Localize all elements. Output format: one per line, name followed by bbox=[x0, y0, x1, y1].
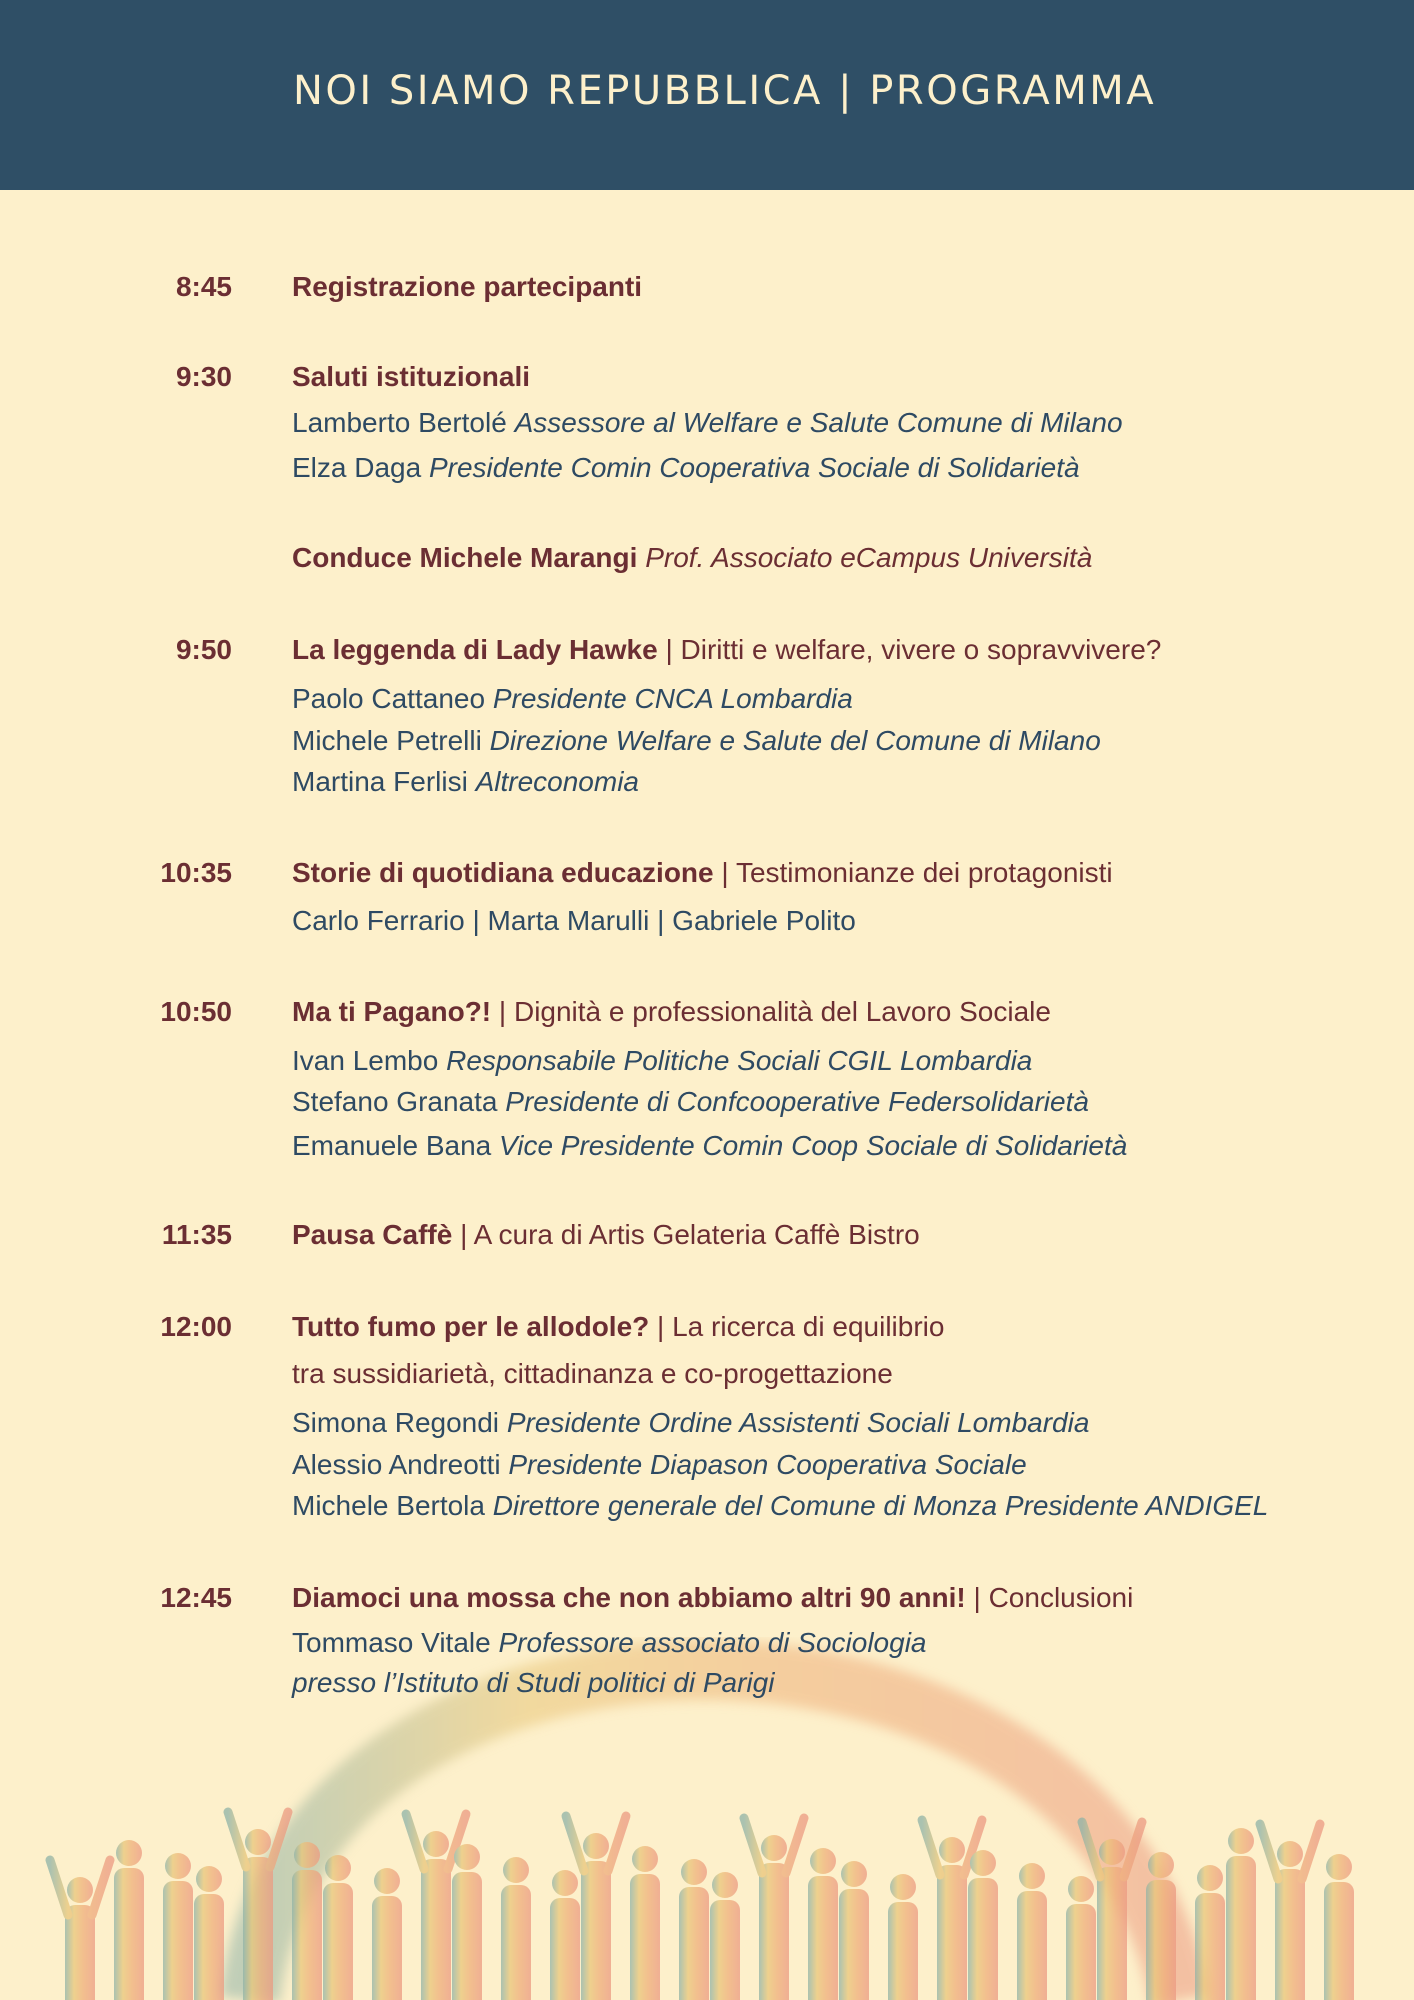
person-silhouette bbox=[372, 1868, 402, 2000]
speaker-name: Simona Regondi bbox=[292, 1407, 500, 1438]
speaker-name: Tommaso Vitale bbox=[292, 1627, 491, 1658]
separator: | bbox=[665, 634, 673, 665]
host bbox=[292, 540, 1092, 576]
title: Pausa Caffè bbox=[292, 1219, 453, 1250]
separator: | bbox=[973, 1582, 981, 1613]
speaker bbox=[292, 405, 1123, 441]
subtitle: La ricerca di equilibrio bbox=[672, 1311, 945, 1342]
speaker-names: Carlo Ferrario | Marta Marulli | Gabriele Polito bbox=[292, 905, 856, 936]
person-silhouette bbox=[550, 1870, 580, 2000]
session-title bbox=[292, 1580, 1133, 1616]
speaker-name: Michele Petrelli bbox=[292, 725, 482, 756]
time-label: 11:35 bbox=[161, 1219, 232, 1250]
title: Storie di quotidiana educazione bbox=[292, 857, 714, 888]
speaker-role: Presidente CNCA Lombardia bbox=[492, 683, 853, 714]
session-title bbox=[292, 1309, 944, 1345]
speaker bbox=[292, 1625, 926, 1661]
session-title bbox=[292, 632, 1161, 668]
speaker-role: Altreconomia bbox=[475, 766, 639, 797]
speaker-name: Stefano Granata bbox=[292, 1086, 498, 1117]
speaker-name: Ivan Lembo bbox=[292, 1045, 439, 1076]
separator: | bbox=[657, 1311, 665, 1342]
person-silhouette bbox=[808, 1848, 838, 2000]
speaker-role: Direzione Welfare e Salute del Comune di Milano bbox=[489, 725, 1101, 756]
header-banner bbox=[0, 0, 1414, 190]
person-silhouette bbox=[630, 1846, 660, 2000]
speaker bbox=[292, 764, 639, 800]
speaker-role: Presidente Ordine Assistenti Sociali Lombardia bbox=[506, 1407, 1090, 1438]
time-label: 9:30 bbox=[175, 361, 232, 392]
person-silhouette bbox=[194, 1866, 224, 2000]
speaker bbox=[292, 450, 1080, 486]
speaker-role: Responsabile Politiche Sociali CGIL Lombardia bbox=[446, 1045, 1033, 1076]
speaker-role: Professore associato di Sociologia bbox=[498, 1627, 927, 1658]
person-silhouette bbox=[323, 1855, 353, 2000]
person-silhouette bbox=[501, 1857, 531, 2000]
person-silhouette bbox=[710, 1872, 740, 2000]
person-silhouette bbox=[679, 1859, 709, 2000]
person-silhouette bbox=[839, 1861, 869, 2000]
session-title bbox=[292, 359, 530, 395]
person-silhouette bbox=[968, 1850, 998, 2000]
speaker-name: Paolo Cattaneo bbox=[292, 683, 486, 714]
person-silhouette bbox=[50, 1860, 110, 2000]
speaker-name: Lamberto Bertolé bbox=[292, 407, 507, 438]
host-name: Conduce Michele Marangi bbox=[292, 542, 638, 573]
person-silhouette bbox=[163, 1853, 193, 2000]
speaker-role: Presidente Comin Cooperativa Sociale di Solidarietà bbox=[428, 452, 1080, 483]
speaker-role: Vice Presidente Comin Coop Sociale di Solidarietà bbox=[499, 1130, 1128, 1161]
time-label: 10:35 bbox=[160, 857, 232, 888]
title: Ma ti Pagano?! bbox=[292, 996, 492, 1027]
page-title: NOI SIAMO REPUBBLICA | PROGRAMMA bbox=[293, 68, 1157, 114]
separator: | bbox=[721, 857, 729, 888]
session-title bbox=[292, 1217, 920, 1253]
speaker-role: Presidente Diapason Cooperativa Sociale bbox=[508, 1449, 1027, 1480]
speakers-line bbox=[292, 903, 856, 939]
subtitle: Diritti e welfare, vivere o sopravvivere? bbox=[680, 634, 1162, 665]
subtitle: tra sussidiarietà, cittadinanza e co-progettazione bbox=[292, 1358, 893, 1389]
title: La leggenda di Lady Hawke bbox=[292, 634, 658, 665]
separator: | bbox=[498, 996, 507, 1027]
subtitle: Conclusioni bbox=[988, 1582, 1134, 1613]
subtitle-continued bbox=[292, 1356, 893, 1392]
title: Diamoci una mossa che non abbiamo altri 90 anni! bbox=[292, 1582, 966, 1613]
speaker bbox=[292, 1405, 1089, 1441]
title: Tutto fumo per le allodole? bbox=[292, 1311, 650, 1342]
speaker bbox=[292, 1043, 1032, 1079]
person-silhouette bbox=[1066, 1876, 1096, 2000]
speaker bbox=[292, 1488, 1268, 1524]
person-silhouette bbox=[1017, 1863, 1047, 2000]
time-label: 12:45 bbox=[160, 1582, 232, 1613]
speaker-name: Alessio Andreotti bbox=[292, 1449, 501, 1480]
session-title bbox=[292, 994, 1051, 1030]
person-silhouette bbox=[888, 1874, 918, 2000]
speaker-name: Emanuele Bana bbox=[292, 1130, 492, 1161]
crowd-illustration bbox=[0, 1480, 1414, 2000]
session-title bbox=[292, 855, 1113, 891]
subtitle: Testimonianze dei protagonisti bbox=[735, 857, 1113, 888]
person-silhouette bbox=[1226, 1828, 1256, 2000]
speaker-role: Direttore generale del Comune di Monza Presidente ANDIGEL bbox=[492, 1490, 1269, 1521]
speaker-name: Martina Ferlisi bbox=[292, 766, 468, 797]
speaker-role: Presidente di Confcooperative Federsolidarietà bbox=[505, 1086, 1089, 1117]
speaker-role: Assessore al Welfare e Salute Comune di Milano bbox=[514, 407, 1123, 438]
speaker bbox=[292, 681, 853, 717]
speaker-role-continued bbox=[292, 1665, 774, 1701]
time-label: 10:50 bbox=[160, 996, 232, 1027]
speaker-name: Elza Daga bbox=[292, 452, 422, 483]
time-label: 12:00 bbox=[160, 1311, 232, 1342]
subtitle: Dignità e professionalità del Lavoro Sociale bbox=[513, 996, 1051, 1027]
speaker bbox=[292, 1128, 1127, 1164]
speaker-name: Michele Bertola bbox=[292, 1490, 485, 1521]
time-label: 9:50 bbox=[175, 634, 232, 665]
person-silhouette bbox=[452, 1844, 482, 2000]
person-silhouette bbox=[1195, 1865, 1225, 2000]
person-silhouette bbox=[114, 1840, 144, 2000]
title: Registrazione partecipanti bbox=[292, 271, 643, 302]
time-label: 8:45 bbox=[175, 271, 232, 302]
person-silhouette bbox=[1324, 1854, 1354, 2000]
person-silhouette bbox=[1260, 1824, 1320, 2000]
host-role: Prof. Associato eCampus Università bbox=[645, 542, 1093, 573]
speaker-role: presso l’Istituto di Studi politici di Parigi bbox=[292, 1667, 775, 1698]
speaker bbox=[292, 1084, 1089, 1120]
speaker bbox=[292, 1447, 1027, 1483]
subtitle: A cura di Artis Gelateria Caffè Bistro bbox=[473, 1219, 920, 1250]
title: Saluti istituzionali bbox=[292, 361, 531, 392]
speaker bbox=[292, 723, 1101, 759]
separator: | bbox=[460, 1219, 468, 1250]
session-title bbox=[292, 269, 642, 305]
person-silhouette bbox=[744, 1818, 804, 2000]
